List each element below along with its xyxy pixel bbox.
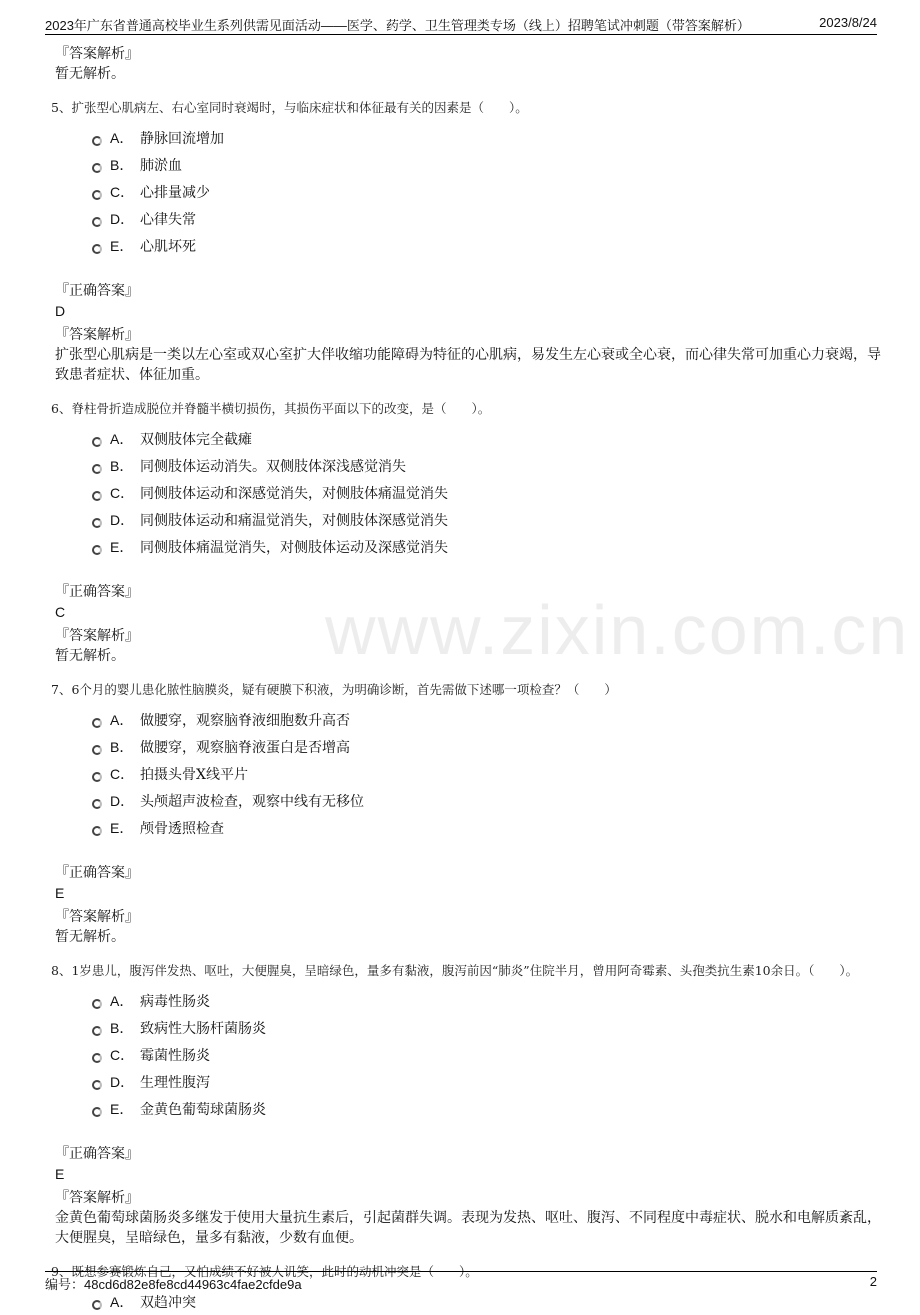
option-item[interactable] — [92, 479, 885, 506]
option-item[interactable] — [92, 151, 885, 178]
option-list — [92, 987, 885, 1122]
radio-icon[interactable] — [92, 190, 102, 200]
option-text: 心律失常 — [140, 211, 196, 228]
analysis-block — [55, 907, 885, 947]
correct-answer-block — [55, 863, 885, 903]
option-text: 同侧肢体痛温觉消失，对侧肢体运动及深感觉消失 — [140, 539, 448, 556]
analysis-label: 『答案解析』 — [55, 327, 139, 343]
question-item — [51, 399, 885, 666]
option-letter: B． — [110, 457, 134, 474]
correct-answer-label: 『正确答案』 — [55, 865, 139, 881]
option-text: 霉菌性肠炎 — [140, 1047, 210, 1064]
radio-icon[interactable] — [92, 1107, 102, 1117]
analysis-block — [55, 325, 885, 385]
question-item — [51, 961, 885, 1248]
radio-icon[interactable] — [92, 718, 102, 728]
question-stem: 5、扩张型心肌病左、右心室同时衰竭时，与临床症状和体征最有关的因素是（ ）。 — [51, 100, 528, 115]
option-letter: A． — [110, 430, 134, 447]
option-list — [92, 425, 885, 560]
analysis-text: 暂无解析。 — [55, 929, 125, 945]
option-item[interactable] — [92, 733, 885, 760]
question-item — [51, 680, 885, 947]
page-header — [45, 12, 877, 35]
radio-icon[interactable] — [92, 745, 102, 755]
correct-answer-value: E — [55, 1166, 65, 1182]
option-text: 双侧肢体完全截瘫 — [140, 431, 252, 448]
correct-answer-label: 『正确答案』 — [55, 584, 139, 600]
correct-answer-value: E — [55, 885, 65, 901]
option-text: 做腰穿，观察脑脊液蛋白是否增高 — [140, 739, 350, 756]
option-item[interactable] — [92, 205, 885, 232]
option-item[interactable] — [92, 452, 885, 479]
option-list — [92, 124, 885, 259]
analysis-block — [55, 1188, 885, 1248]
option-item[interactable] — [92, 814, 885, 841]
page-number: 2 — [869, 1274, 877, 1289]
document-title: 2023年广东省普通高校毕业生系列供需见面活动——医学、药学、卫生管理类专场（线上）招聘笔试冲刺题（带答案解析） — [45, 18, 750, 33]
option-letter: A． — [110, 1293, 134, 1310]
analysis-label: 『答案解析』 — [55, 1190, 139, 1206]
option-text: 拍摄头骨X线平片 — [140, 766, 248, 783]
radio-icon[interactable] — [92, 1300, 102, 1310]
correct-answer-value: C — [55, 604, 66, 620]
question-stem: 7、6个月的婴儿患化脓性脑膜炎，疑有硬膜下积液，为明确诊断，首先需做下述哪一项检查？（ ） — [51, 682, 617, 697]
radio-icon[interactable] — [92, 217, 102, 227]
option-letter: E． — [110, 1100, 134, 1117]
radio-icon[interactable] — [92, 772, 102, 782]
option-letter: A． — [110, 711, 134, 728]
option-letter: C． — [110, 765, 135, 782]
option-text: 心排量减少 — [140, 184, 210, 201]
radio-icon[interactable] — [92, 545, 102, 555]
option-letter: B． — [110, 738, 134, 755]
option-letter: D． — [110, 792, 135, 809]
analysis-text: 暂无解析。 — [55, 66, 125, 82]
option-item[interactable] — [92, 425, 885, 452]
radio-icon[interactable] — [92, 1026, 102, 1036]
option-item[interactable] — [92, 232, 885, 259]
option-text: 致病性大肠杆菌肠炎 — [140, 1020, 266, 1037]
correct-answer-value: D — [55, 303, 66, 319]
radio-icon[interactable] — [92, 1053, 102, 1063]
option-letter: E． — [110, 538, 134, 555]
option-letter: B． — [110, 156, 134, 173]
option-item[interactable] — [92, 533, 885, 560]
radio-icon[interactable] — [92, 999, 102, 1009]
radio-icon[interactable] — [92, 464, 102, 474]
option-text: 静脉回流增加 — [140, 130, 224, 147]
analysis-label: 『答案解析』 — [55, 628, 139, 644]
option-text: 金黄色葡萄球菌肠炎 — [140, 1101, 266, 1118]
radio-icon[interactable] — [92, 799, 102, 809]
option-item[interactable] — [92, 1014, 885, 1041]
option-list — [92, 706, 885, 841]
question-list — [51, 98, 885, 1248]
option-item[interactable] — [92, 987, 885, 1014]
correct-answer-block — [55, 582, 885, 622]
radio-icon[interactable] — [92, 491, 102, 501]
analysis-text: 暂无解析。 — [55, 648, 125, 664]
option-letter: A． — [110, 992, 134, 1009]
option-text: 病毒性肠炎 — [140, 993, 210, 1010]
option-letter: C． — [110, 484, 135, 501]
analysis-block — [55, 626, 885, 666]
option-text: 做腰穿，观察脑脊液细胞数升高否 — [140, 712, 350, 729]
option-item[interactable] — [92, 706, 885, 733]
question-stem: 9、既想参赛锻炼自己，又怕成绩不好被人讥笑，此时的动机冲突是（ ）。 — [51, 1264, 478, 1279]
question-item — [51, 98, 885, 385]
page-footer — [45, 1271, 877, 1296]
question-stem: 8、1岁患儿，腹泻伴发热、呕吐，大便腥臭，呈暗绿色，量多有黏液，腹泻前因“肺炎”住院半月，曾用阿奇霉素、头孢类抗生素10余日。（ ）。 — [51, 963, 859, 978]
option-item[interactable] — [92, 178, 885, 205]
radio-icon[interactable] — [92, 244, 102, 254]
radio-icon[interactable] — [92, 437, 102, 447]
correct-answer-block — [55, 281, 885, 321]
option-item[interactable] — [92, 124, 885, 151]
analysis-label: 『答案解析』 — [55, 909, 139, 925]
option-text: 同侧肢体运动消失。双侧肢体深浅感觉消失 — [140, 458, 406, 475]
option-letter: B． — [110, 1019, 134, 1036]
option-item[interactable] — [92, 506, 885, 533]
option-text: 同侧肢体运动和深感觉消失，对侧肢体痛温觉消失 — [140, 485, 448, 502]
option-text: 双趋冲突 — [140, 1294, 196, 1311]
option-text: 肺淤血 — [140, 157, 182, 174]
option-letter: C． — [110, 1046, 135, 1063]
radio-icon[interactable] — [92, 136, 102, 146]
document-code: 编号：48cd6d82e8fe8cd44963c4fae2cfde9a — [45, 1277, 302, 1292]
option-letter: D． — [110, 1073, 135, 1090]
radio-icon[interactable] — [92, 826, 102, 836]
document-date: 2023/8/24 — [819, 15, 877, 30]
option-item[interactable] — [92, 760, 885, 787]
option-letter: A． — [110, 129, 134, 146]
option-text: 心肌坏死 — [140, 238, 196, 255]
correct-answer-label: 『正确答案』 — [55, 283, 139, 299]
option-text: 生理性腹泻 — [140, 1074, 210, 1091]
option-letter: D． — [110, 511, 135, 528]
option-text: 头颅超声波检查，观察中线有无移位 — [140, 793, 364, 810]
option-item[interactable] — [92, 787, 885, 814]
radio-icon[interactable] — [92, 1080, 102, 1090]
correct-answer-block — [55, 1144, 885, 1184]
option-letter: E． — [110, 819, 134, 836]
radio-icon[interactable] — [92, 518, 102, 528]
analysis-label: 『答案解析』 — [55, 46, 139, 62]
option-letter: C． — [110, 183, 135, 200]
watermark: www.zixin.com.cn — [325, 591, 910, 669]
correct-answer-label: 『正确答案』 — [55, 1146, 139, 1162]
option-item[interactable] — [92, 1095, 885, 1122]
option-text: 同侧肢体运动和痛温觉消失，对侧肢体深感觉消失 — [140, 512, 448, 529]
analysis-text: 扩张型心肌病是一类以左心室或双心室扩大伴收缩功能障碍为特征的心肌病，易发生左心衰或全心衰，而心律失常可加重心力衰竭，导致患者症状、体征加重。 — [55, 347, 881, 383]
analysis-text: 金黄色葡萄球菌肠炎多继发于使用大量抗生素后，引起菌群失调。表现为发热、呕吐、腹泻、不同程度中毒症状、脱水和电解质紊乱，大便腥臭，呈暗绿色，量多有黏液，少数有血便。 — [55, 1210, 881, 1246]
question-stem: 6、脊柱骨折造成脱位并脊髓半横切损伤，其损伤平面以下的改变，是（ ）。 — [51, 401, 491, 416]
page-content — [51, 44, 885, 1315]
top-analysis-block — [55, 44, 885, 84]
option-letter: D． — [110, 210, 135, 227]
option-item[interactable] — [92, 1068, 885, 1095]
option-letter: E． — [110, 237, 134, 254]
option-item[interactable] — [92, 1041, 885, 1068]
radio-icon[interactable] — [92, 163, 102, 173]
option-text: 颅骨透照检查 — [140, 820, 224, 837]
